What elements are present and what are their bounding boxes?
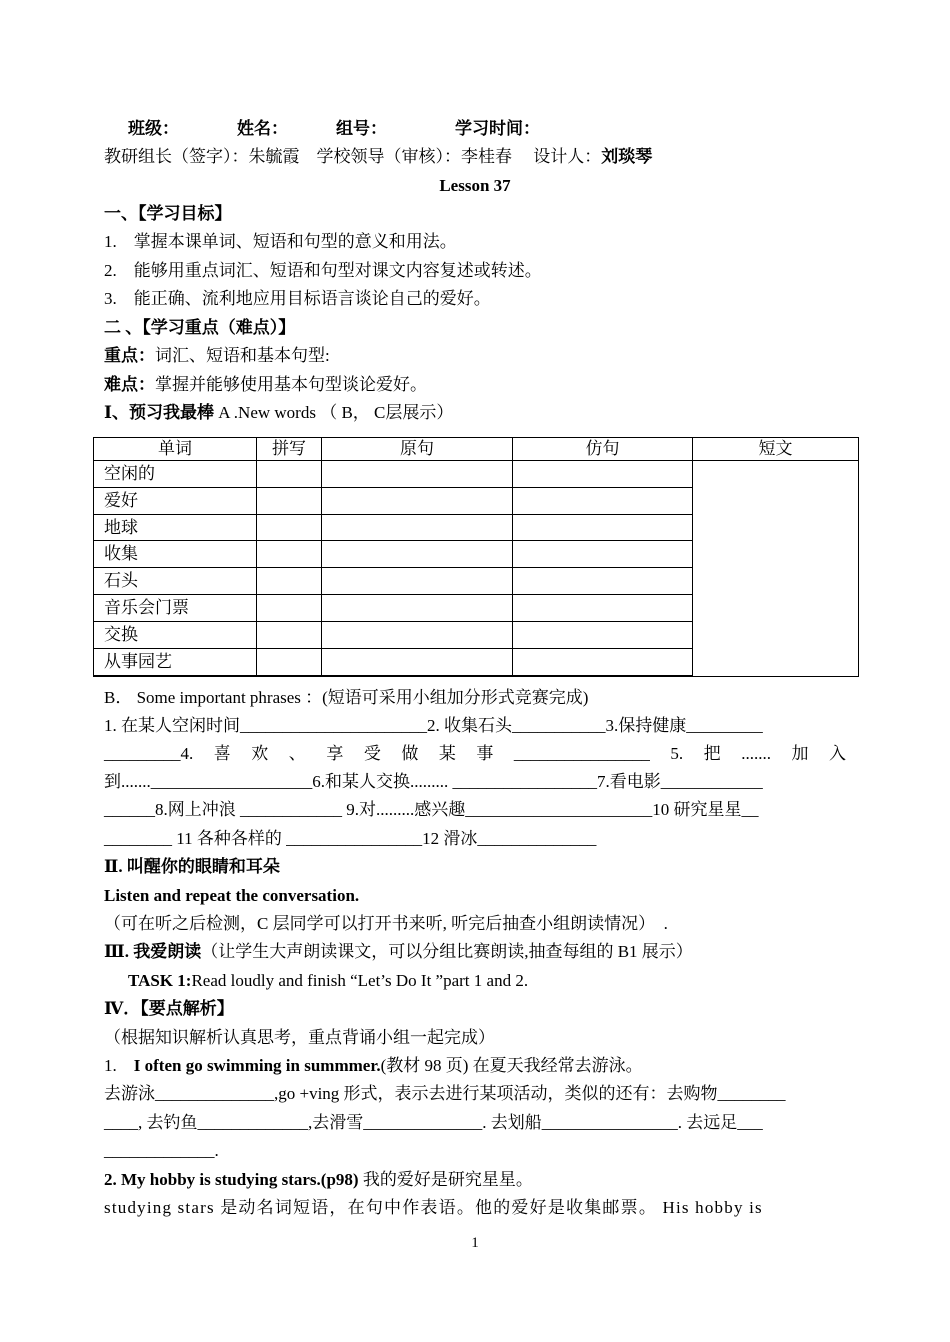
imitation-sentence-cell[interactable] [513, 675, 693, 676]
difficult-point: 难点：掌握并能够使用基本句型谈论爱好。 [104, 375, 427, 394]
imitation-sentence-cell[interactable] [513, 568, 693, 595]
word-cell: 石头 [94, 568, 257, 595]
col-header: 单词 [94, 438, 257, 461]
imitation-sentence-cell[interactable] [513, 648, 693, 675]
word-cell: 从事园艺 [94, 648, 257, 675]
phrases-line-justified: _________4. 喜 欢 、 享 受 做 某 事 ________________ 5. 把 ....... 加 入 [104, 744, 846, 763]
word-cell [94, 675, 257, 676]
original-sentence-cell[interactable] [322, 675, 513, 676]
lesson-title: Lesson 37 [439, 176, 511, 195]
phrases-line: ________ 11 各种各样的 ________________12 滑冰______________ [104, 829, 597, 848]
part4-note: （根据知识解析认真思考，重点背诵小组一起完成） [104, 1028, 495, 1047]
imitation-sentence-cell[interactable] [513, 541, 693, 568]
task1: TASK 1:Read loudly and finish “Let’s Do It ”part 1 and 2. [128, 971, 529, 990]
part3-heading: Ⅲ. 我爱朗读（让学生大声朗读课文，可以分组比赛朗读,抽查每组的 B1 展示） [104, 942, 693, 961]
original-sentence-cell[interactable] [322, 487, 513, 514]
staff-line: 教研组长（签字）：朱毓霞 学校领导（审核）：李桂春 设计人：刘琰琴 [104, 147, 653, 166]
word-cell: 空闲的 [94, 461, 257, 488]
spelling-cell[interactable] [257, 621, 322, 648]
original-sentence-cell[interactable] [322, 595, 513, 622]
col-header: 仿句 [513, 438, 693, 461]
vocab-table [93, 437, 859, 677]
phrases-line: 1. 在某人空闲时间______________________2. 收集石头___________3.保持健康_________ [104, 716, 763, 735]
part2-title: Ⅱ. 叫醒你的眼睛和耳朵 [104, 857, 280, 876]
section2-title: 二 、【学习重点（难点）】 [104, 318, 296, 337]
goal-item: 1. 掌握本课单词、短语和句型的意义和用法。 [104, 232, 457, 251]
point1-line: _____________. [104, 1141, 219, 1160]
original-sentence-cell[interactable] [322, 541, 513, 568]
table-header-row [94, 438, 859, 461]
imitation-sentence-cell[interactable] [513, 621, 693, 648]
spelling-cell[interactable] [257, 541, 322, 568]
spelling-cell[interactable] [257, 514, 322, 541]
name-label: 姓名： [237, 119, 288, 138]
part1-heading: Ⅰ、预习我最棒 A .New words （ B， C层展示） [104, 403, 454, 422]
part4-title: Ⅳ．【要点解析】 [104, 999, 234, 1018]
goal-item: 3. 能正确、流利地应用目标语言谈论自己的爱好。 [104, 289, 491, 308]
point2-line: studying stars 是动名词短语，在句中作表语。他的爱好是收集邮票。 His hobby is [104, 1198, 763, 1217]
spelling-cell[interactable] [257, 461, 322, 488]
class-label: 班级： [128, 119, 179, 138]
phrases-line: 到.......___________________6.和某人交换......... _________________7.看电影____________ [104, 772, 763, 791]
imitation-sentence-cell[interactable] [513, 514, 693, 541]
imitation-sentence-cell[interactable] [513, 595, 693, 622]
original-sentence-cell[interactable] [322, 568, 513, 595]
phrases-line: ______8.网上冲浪 ____________ 9.对.........感兴趣______________________10 研究星星__ [104, 800, 759, 819]
point1-line: 去游泳______________,go +ving 形式，表示去进行某项活动，类似的还有：去购物________ [104, 1084, 786, 1103]
point1-sentence: 1. I often go swimming in summmer.(教材 98 页) 在夏天我经常去游泳。 [104, 1056, 643, 1075]
time-label: 学习时间： [455, 119, 540, 138]
part2-note: （可在听之后检测，C 层同学可以打开书来听, 听完后抽查小组朗读情况） . [104, 914, 668, 933]
group-label: 组号： [336, 119, 387, 138]
col-header: 短文 [693, 438, 859, 461]
spelling-cell[interactable] [257, 675, 322, 676]
section1-title: 一、【学习目标】 [104, 204, 232, 223]
word-cell: 收集 [94, 541, 257, 568]
part2-instruction: Listen and repeat the conversation. [104, 886, 360, 905]
point1-line: ____, 去钓鱼_____________,去滑雪______________. 去划船________________. 去远足___ [104, 1113, 763, 1132]
word-cell: 爱好 [94, 487, 257, 514]
word-cell: 地球 [94, 514, 257, 541]
table-row [94, 461, 859, 488]
header-fields [128, 118, 846, 140]
page-number: 1 [471, 1235, 479, 1251]
key-point: 重点：词汇、短语和基本句型: [104, 346, 330, 365]
phrases-title: B． Some important phrases ：(短语可采用小组加分形式竞赛完成) [104, 688, 589, 707]
goal-item: 2. 能够用重点词汇、短语和句型对课文内容复述或转述。 [104, 261, 542, 280]
short-passage-cell[interactable] [693, 461, 859, 677]
word-cell: 音乐会门票 [94, 595, 257, 622]
original-sentence-cell[interactable] [322, 648, 513, 675]
spelling-cell[interactable] [257, 568, 322, 595]
original-sentence-cell[interactable] [322, 621, 513, 648]
imitation-sentence-cell[interactable] [513, 487, 693, 514]
spelling-cell[interactable] [257, 648, 322, 675]
word-cell: 交换 [94, 621, 257, 648]
original-sentence-cell[interactable] [322, 461, 513, 488]
original-sentence-cell[interactable] [322, 514, 513, 541]
imitation-sentence-cell[interactable] [513, 461, 693, 488]
spelling-cell[interactable] [257, 595, 322, 622]
designer-name: 刘琰琴 [601, 147, 653, 166]
col-header: 拼写 [257, 438, 322, 461]
point2-sentence: 2. My hobby is studying stars.(p98) 我的爱好是研究星星。 [104, 1170, 533, 1189]
spelling-cell[interactable] [257, 487, 322, 514]
col-header: 原句 [322, 438, 513, 461]
